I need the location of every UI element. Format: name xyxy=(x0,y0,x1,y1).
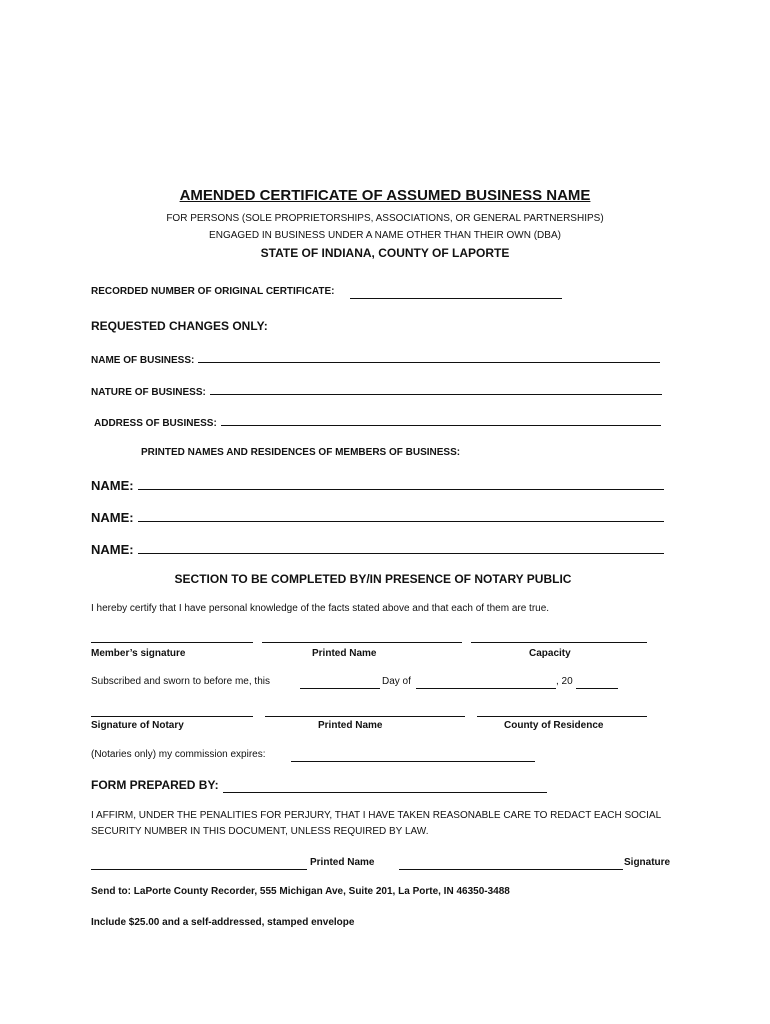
notary-printed-name-field[interactable] xyxy=(265,704,465,717)
form-subtitle-line-1: FOR PERSONS (SOLE PROPRIETORSHIPS, ASSOCIATIONS, OR GENERAL PARTNERSHIPS) xyxy=(166,213,604,224)
form-title: AMENDED CERTIFICATE OF ASSUMED BUSINESS NAME xyxy=(179,187,591,204)
member-printed-name-field[interactable] xyxy=(262,630,462,643)
form-prepared-by-field[interactable] xyxy=(223,778,547,793)
affirm-signature-field[interactable] xyxy=(399,857,623,870)
member-name-field-1[interactable] xyxy=(138,489,664,490)
county-of-residence-field[interactable] xyxy=(477,704,647,717)
state-county-heading: STATE OF INDIANA, COUNTY OF LAPORTE xyxy=(260,246,510,260)
signature-of-notary-label: Signature of Notary xyxy=(91,720,184,731)
member-name-row-2 xyxy=(91,507,664,525)
subscribed-text-2: Day of xyxy=(382,676,411,687)
nature-of-business-field[interactable] xyxy=(210,394,662,395)
member-name-label: NAME: xyxy=(91,542,134,557)
include-fee-note: Include $25.00 and a self-addressed, stamped envelope xyxy=(91,917,355,928)
commission-expires-label: (Notaries only) my commission expires: xyxy=(91,749,266,760)
capacity-label: Capacity xyxy=(529,648,571,659)
member-name-row-1 xyxy=(91,475,664,493)
notary-section-heading: SECTION TO BE COMPLETED BY/IN PRESENCE OF NOTARY PUBLIC xyxy=(174,572,572,586)
county-of-residence-label: County of Residence xyxy=(504,720,604,731)
member-name-field-2[interactable] xyxy=(138,521,664,522)
recorded-number-field[interactable] xyxy=(350,286,562,299)
subscribed-text-3: , 20 xyxy=(556,676,573,687)
affirm-printed-name-label: Printed Name xyxy=(310,857,375,868)
day-number-field[interactable] xyxy=(300,676,380,689)
printed-name-label: Printed Name xyxy=(312,648,377,659)
affirm-line-1: I AFFIRM, UNDER THE PENALITIES FOR PERJURY, THAT I HAVE TAKEN REASONABLE CARE TO REDACT EACH SOCIAL xyxy=(91,810,662,821)
capacity-field[interactable] xyxy=(471,630,647,643)
name-of-business-row xyxy=(91,352,660,366)
member-name-field-3[interactable] xyxy=(138,553,664,554)
member-signature-field[interactable] xyxy=(91,630,253,643)
subscribed-text-1: Subscribed and sworn to before me, this xyxy=(91,676,270,687)
members-signature-label: Member’s signature xyxy=(91,648,186,659)
member-name-label: NAME: xyxy=(91,478,134,493)
members-heading: PRINTED NAMES AND RESIDENCES OF MEMBERS OF BUSINESS: xyxy=(141,447,461,458)
affirm-signature-label: Signature xyxy=(624,857,671,868)
address-of-business-field[interactable] xyxy=(221,425,661,426)
certify-statement: I hereby certify that I have personal knowledge of the facts stated above and that each of them are true. xyxy=(91,603,550,614)
year-field[interactable] xyxy=(576,676,618,689)
affirm-line-2: SECURITY NUMBER IN THIS DOCUMENT, UNLESS REQUIRED BY LAW. xyxy=(91,826,429,837)
send-to-address: Send to: LaPorte County Recorder, 555 Michigan Ave, Suite 201, La Porte, IN 46350-3488 xyxy=(91,886,510,897)
form-prepared-by-label: FORM PREPARED BY: xyxy=(91,778,219,792)
notary-printed-name-label: Printed Name xyxy=(318,720,383,731)
name-of-business-field[interactable] xyxy=(198,362,660,363)
member-name-label: NAME: xyxy=(91,510,134,525)
requested-changes-heading: REQUESTED CHANGES ONLY: xyxy=(91,319,268,333)
address-of-business-row xyxy=(94,415,661,429)
affirm-printed-name-field[interactable] xyxy=(91,857,307,870)
form-subtitle-line-2: ENGAGED IN BUSINESS UNDER A NAME OTHER THAN THEIR OWN (DBA) xyxy=(209,230,561,241)
name-of-business-label: NAME OF BUSINESS: xyxy=(91,355,195,366)
nature-of-business-label: NATURE OF BUSINESS: xyxy=(91,387,206,398)
member-name-row-3 xyxy=(91,539,664,557)
address-of-business-label: ADDRESS OF BUSINESS: xyxy=(94,418,217,429)
month-field[interactable] xyxy=(416,676,556,689)
commission-expires-field[interactable] xyxy=(291,749,535,762)
recorded-number-label: RECORDED NUMBER OF ORIGINAL CERTIFICATE: xyxy=(91,286,335,297)
notary-signature-field[interactable] xyxy=(91,704,253,717)
nature-of-business-row xyxy=(91,384,662,398)
